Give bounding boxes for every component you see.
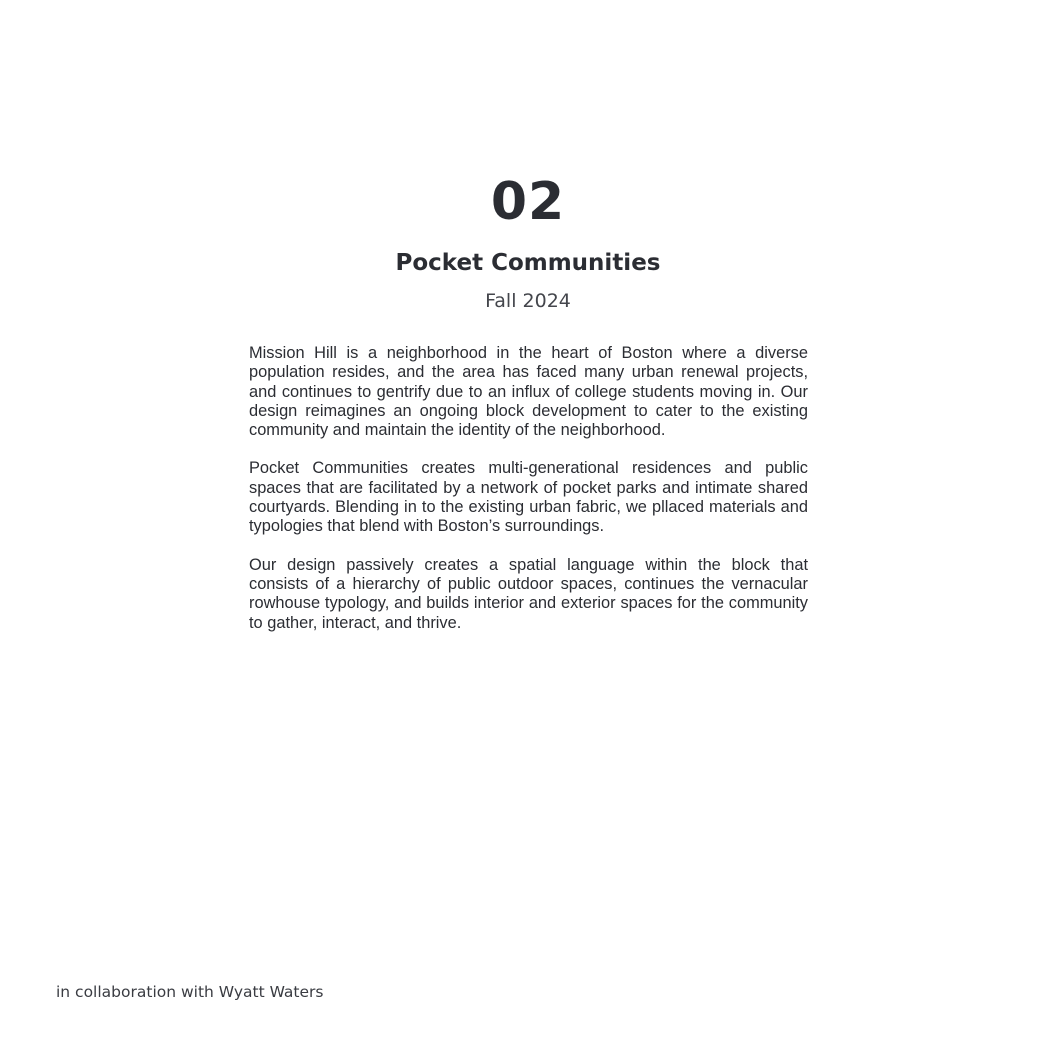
description-paragraph: Pocket Communities creates multi-generational residences and public spaces that are facilitated by a network of pocket parks and intimate shared courtyards. Blending in to the existing urban fabric, we pllaced materials and typologies that blend with Boston’s surroundings.	[249, 459, 808, 536]
project-title: Pocket Communities	[395, 250, 661, 276]
description-paragraph: Our design passively creates a spatial language within the block that consists of a hierarchy of public outdoor spaces, continues the vernacular rowhouse typology, and builds interior and exterior spaces for the community to gather, interact, and thrive.	[249, 555, 808, 632]
project-term: Fall 2024	[485, 290, 571, 312]
description-paragraph: Mission Hill is a neighborhood in the heart of Boston where a diverse population resides, and the area has faced many urban renewal projects, and continues to gentrify due to an influx of college students moving in. Our design reimagines an ongoing block development to cater to the existing community and maintain the identity of the neighborhood.	[249, 344, 808, 440]
project-number: 02	[490, 172, 566, 232]
project-description	[249, 344, 808, 652]
collaboration-credit: in collaboration with Wyatt Waters	[56, 983, 324, 1001]
